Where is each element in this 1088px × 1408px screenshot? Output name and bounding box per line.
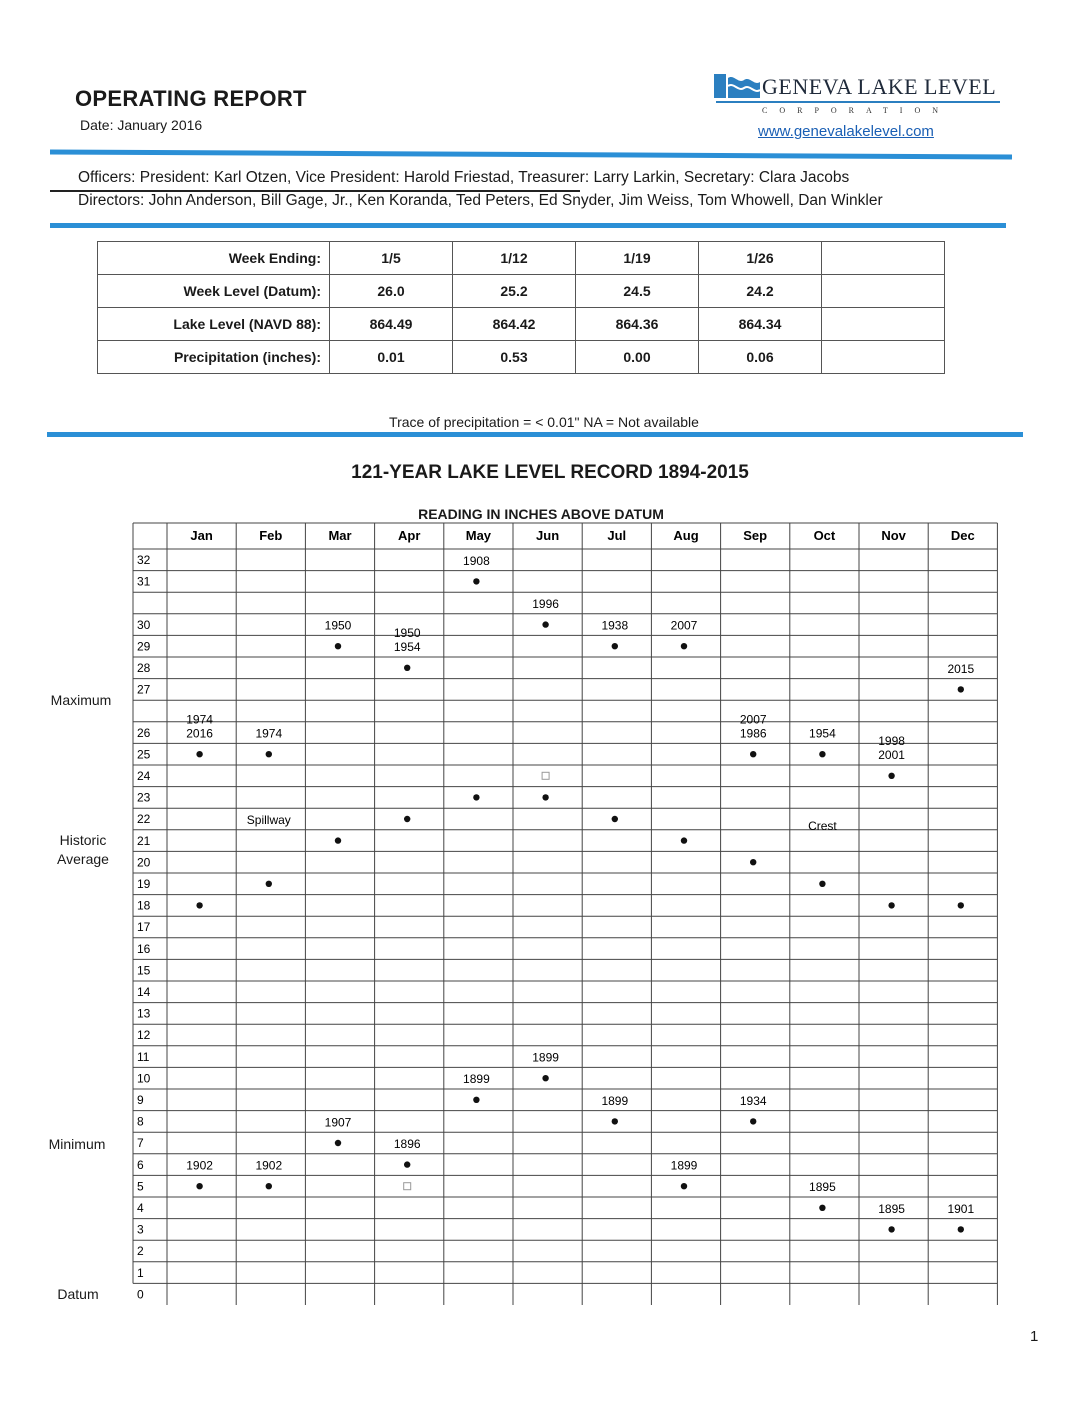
min-point [473,1097,479,1103]
max-year-label: 1954 [809,726,836,741]
weekly-cell: 864.42 [453,308,576,341]
chart-subtitle: READING IN INCHES ABOVE DATUM [418,506,664,522]
weekly-cell: 0.53 [453,341,576,374]
level-label: 29 [137,639,151,654]
officers-line: Officers: President: Karl Otzen, Vice President: Harold Friestad, Treasurer: Larry Larkin, Secretary: Clara Jacobs [78,169,850,186]
level-label: 7 [137,1136,144,1151]
website-link[interactable]: www.genevalakelevel.com [758,123,934,140]
level-label: 31 [137,574,151,589]
page-title: OPERATING REPORT [75,86,307,111]
weekly-cell: 0.06 [699,341,822,374]
max-year-label: 2007 [739,712,767,727]
min-year-label: 1895 [809,1180,836,1195]
average-point [542,794,548,800]
weekly-row-label: Week Ending: [98,242,330,275]
min-year-label: 1907 [324,1115,352,1130]
current-level-marker [404,1183,411,1190]
level-label: 26 [137,725,151,740]
level-label: 24 [137,769,151,783]
max-point [819,751,825,757]
page-number: 1 [1030,1328,1039,1345]
min-point [612,1118,618,1124]
level-label: 19 [137,877,151,891]
label-datum: Datum [57,1286,99,1302]
average-point [681,837,687,843]
weekly-cell: 1/19 [576,242,699,275]
directors-line: Directors: John Anderson, Bill Gage, Jr., Ken Koranda, Ted Peters, Ed Snyder, Jim Weiss, Tom Whowell, Dan Winkler [78,192,883,209]
level-label: 6 [137,1157,144,1172]
report-date: Date: January 2016 [80,117,203,133]
label-historic-average: Historic Average [57,832,109,867]
weekly-cell: 864.36 [576,308,699,341]
min-year-label: 1899 [463,1072,490,1087]
month-header: Jul [607,528,627,543]
month-header: Sep [743,528,768,543]
level-label: 20 [137,855,151,870]
max-point [404,665,410,671]
spillway-label: Spillway [246,813,291,827]
logo-name: GENEVA LAKE LEVEL [762,74,997,99]
max-year-label: 1950 [393,626,421,641]
weekly-row-label: Lake Level (NAVD 88): [98,308,330,341]
min-point [196,1183,202,1189]
month-header: Dec [950,528,975,543]
level-label: 23 [137,790,151,805]
max-point [612,643,618,649]
min-point [958,1226,964,1232]
weekly-cell: 24.2 [699,275,822,308]
month-header: Feb [259,528,283,543]
min-year-label: 1902 [255,1158,283,1173]
average-point [888,902,894,908]
level-label: 8 [137,1114,144,1129]
average-point [266,881,272,887]
max-year-label: 1938 [601,618,629,633]
month-header: Apr [398,528,421,543]
average-point [750,859,756,865]
level-label: 17 [137,920,151,935]
label-minimum: Minimum [48,1136,106,1152]
level-label: 27 [137,682,151,697]
min-year-label: 1899 [601,1093,629,1108]
weekly-cell: 0.01 [330,341,453,374]
level-label: 30 [137,617,151,632]
max-point [266,751,272,757]
level-label: 22 [137,812,151,827]
max-point [335,643,341,649]
max-point [681,643,687,649]
max-year-label: 1908 [463,553,490,568]
month-header: May [465,528,492,543]
level-label: 5 [137,1179,144,1194]
level-label: 25 [137,747,151,762]
max-point [473,578,479,584]
average-point [196,902,202,908]
max-point [542,621,548,627]
level-label: 14 [137,985,151,999]
max-year-label: 1954 [393,640,421,655]
max-year-label: 2016 [186,726,213,741]
level-label: 15 [137,963,151,978]
min-point [750,1118,756,1124]
level-label: 12 [137,1028,151,1043]
logo-subtitle: CORPORATION [762,106,951,115]
max-year-label: 1998 [878,734,905,749]
min-point [542,1075,548,1081]
weekly-cell: 25.2 [453,275,576,308]
level-label: 13 [137,1006,151,1021]
weekly-cell: 24.5 [576,275,699,308]
min-point [266,1183,272,1189]
level-label: 18 [137,898,151,913]
level-label: 2 [137,1244,144,1259]
max-year-label: 1986 [739,726,767,741]
average-point [612,816,618,822]
weekly-row-label: Week Level (Datum): [98,275,330,308]
chart-title: 121-YEAR LAKE LEVEL RECORD 1894-2015 [351,462,749,483]
level-label: 32 [137,553,151,567]
min-year-label: 1901 [947,1201,975,1216]
weekly-cell: 1/12 [453,242,576,275]
month-header: Mar [328,528,352,543]
weekly-cell: 864.34 [699,308,822,341]
weekly-cell: 0.00 [576,341,699,374]
level-label: 4 [137,1201,144,1215]
weekly-cell: 1/5 [330,242,453,275]
min-year-label: 1899 [532,1050,559,1065]
max-year-label: 2001 [878,748,905,763]
min-year-label: 1895 [878,1201,905,1216]
level-label: 10 [137,1071,151,1086]
min-year-label: 1902 [186,1158,213,1173]
min-point [404,1161,410,1167]
max-year-label: 1974 [186,712,213,727]
month-header: Aug [673,528,699,543]
average-point [335,837,341,843]
min-point [335,1140,341,1146]
min-year-label: 1896 [393,1137,421,1151]
min-point [681,1183,687,1189]
average-point [473,794,479,800]
max-year-label: 1950 [324,618,352,633]
level-label: 11 [137,1049,150,1064]
current-level-marker [542,772,549,779]
month-header: Jan [190,528,213,543]
max-point [750,751,756,757]
weekly-row-label: Precipitation (inches): [98,341,330,374]
level-label: 3 [137,1222,144,1237]
min-point [819,1205,825,1211]
weekly-cell: 26.0 [330,275,453,308]
level-label: 21 [137,833,151,848]
month-header: Nov [881,528,906,543]
average-point [404,816,410,822]
month-header: Oct [813,528,836,543]
weekly-cell: 1/26 [699,242,822,275]
min-year-label: 1899 [670,1158,698,1173]
level-label: 16 [137,941,151,956]
max-point [958,686,964,692]
average-point [958,902,964,908]
crest-label: Crest [808,819,837,833]
level-label: 0 [137,1287,144,1302]
label-maximum: Maximum [50,692,112,708]
max-point [888,773,894,779]
min-year-label: 1934 [739,1093,767,1108]
max-point [196,751,202,757]
month-header: Jun [536,528,560,543]
level-label: 9 [137,1093,144,1107]
max-year-label: 1974 [255,726,283,741]
precipitation-note: Trace of precipitation = < 0.01" NA = Not available [389,414,699,430]
level-label: 1 [137,1265,144,1280]
max-year-label: 2007 [670,618,698,633]
max-year-label: 2015 [947,661,975,676]
level-label: 28 [137,661,151,675]
weekly-cell: 864.49 [330,308,453,341]
max-year-label: 1996 [532,597,559,611]
min-point [888,1226,894,1232]
average-point [819,881,825,887]
